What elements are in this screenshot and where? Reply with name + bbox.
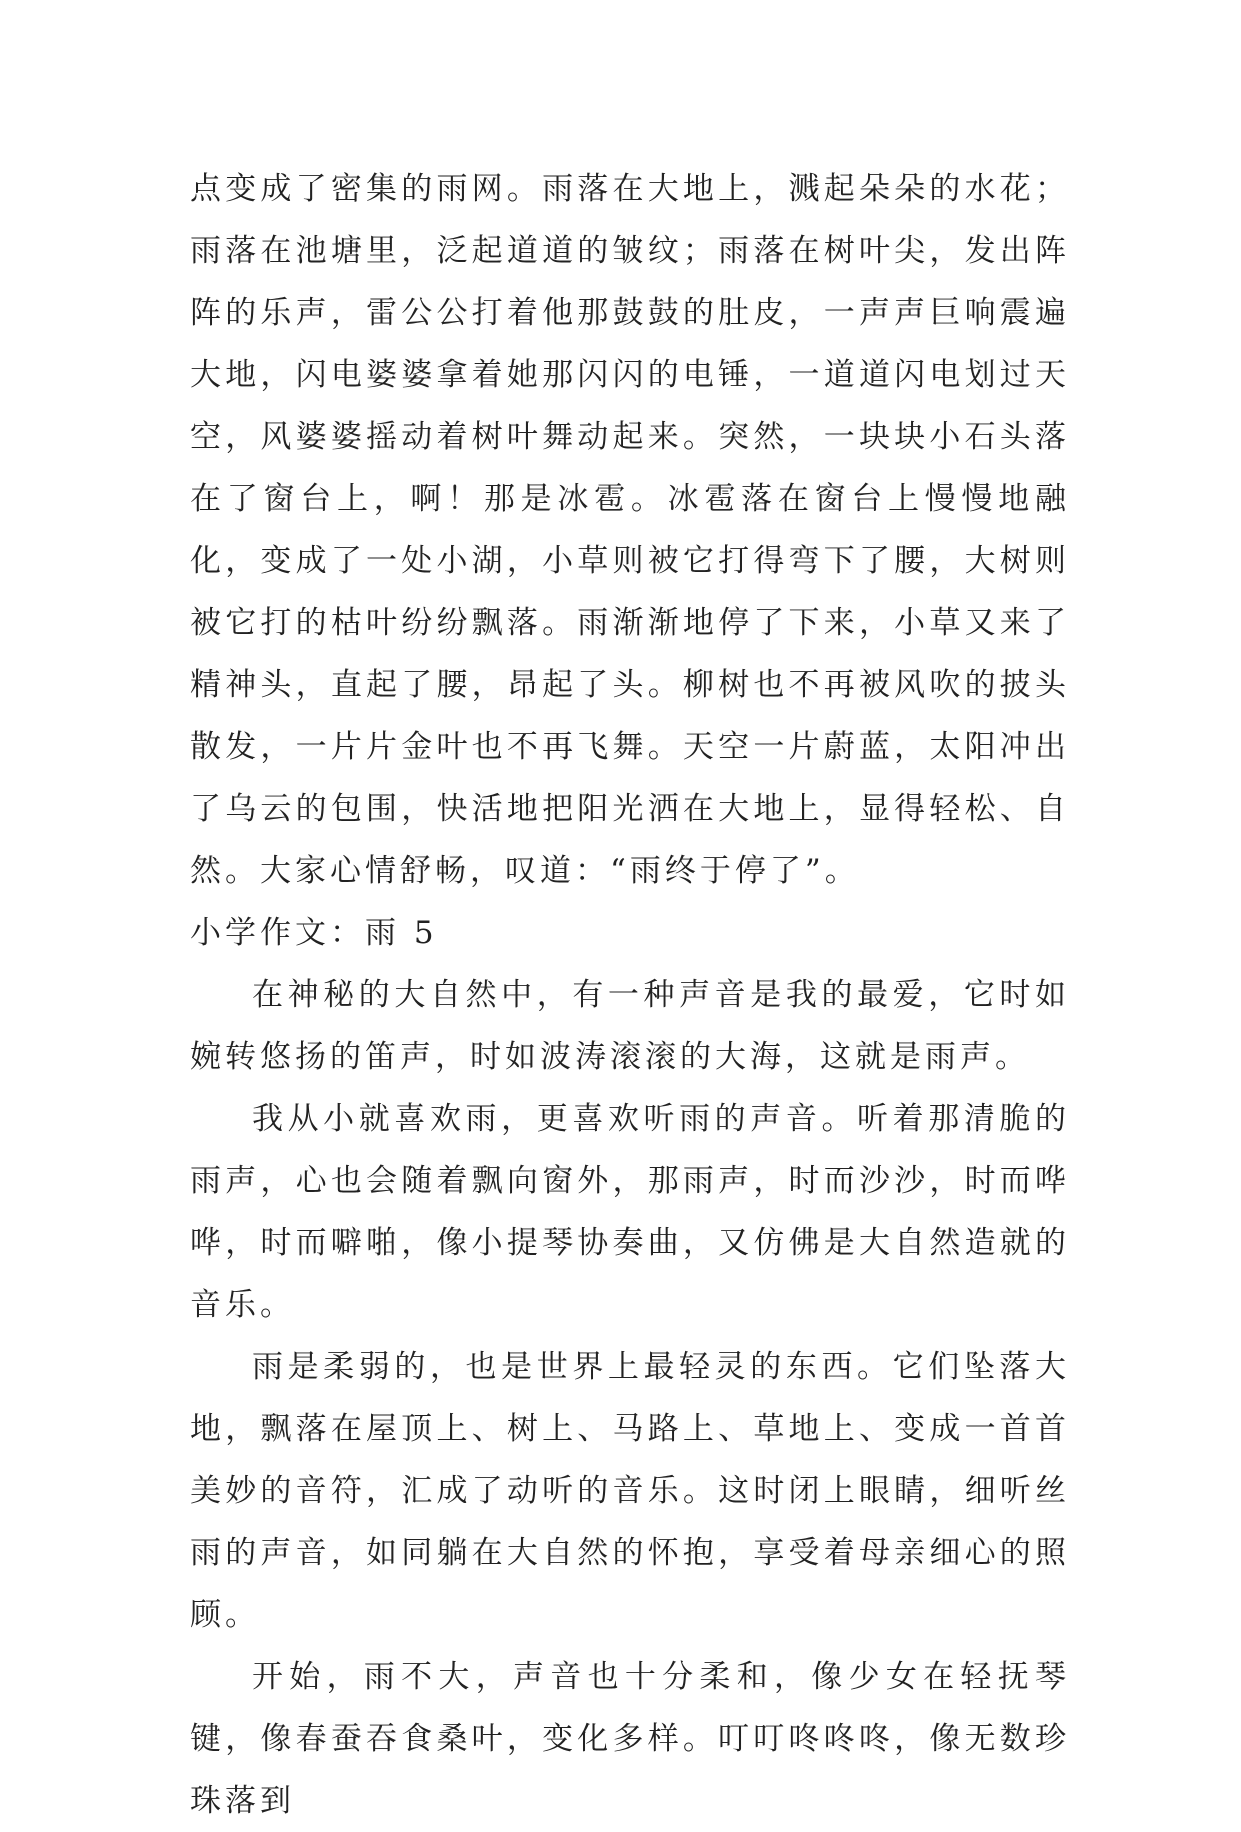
section-heading: 小学作文：雨 5 [190, 915, 438, 951]
body-paragraph-1: 在神秘的大自然中，有一种声音是我的最爱，它时如婉转悠扬的笛声，时如波涛滚滚的大海，这就是雨声。 [190, 977, 1070, 1075]
continuation-paragraph: 点变成了密集的雨网。雨落在大地上，溅起朵朵的水花；雨落在池塘里，泛起道道的皱纹；雨落在树叶尖，发出阵阵的乐声，雷公公打着他那鼓鼓的肚皮，一声声巨响震遍大地，闪电婆婆拿着她那闪闪的电锤，一道道闪电划过天空，风婆婆摇动着树叶舞动起来。突然，一块块小石头落在了窗台上，啊！那是冰雹。冰雹落在窗台上慢慢地融化，变成了一处小湖，小草则被它打得弯下了腰，大树则被它打的枯叶纷纷飘落。雨渐渐地停了下来，小草又来了精神头，直起了腰，昂起了头。柳树也不再被风吹的披头散发，一片片金叶也不再飞舞。天空一片蔚蓝，太阳冲出了乌云的包围，快活地把阳光洒在大地上，显得轻松、自然。大家心情舒畅，叹道：“雨终于停了”。 [190, 171, 1070, 889]
body-paragraph-3: 雨是柔弱的，也是世界上最轻灵的东西。它们坠落大地，飘落在屋顶上、树上、马路上、草地上、变成一首首美妙的音符，汇成了动听的音乐。这时闭上眼睛，细听丝雨的声音，如同躺在大自然的怀抱，享受着母亲细心的照顾。 [190, 1349, 1070, 1633]
document-body [190, 158, 1070, 1832]
body-paragraph-4: 开始，雨不大，声音也十分柔和，像少女在轻抚琴键，像春蚕吞食桑叶，变化多样。叮叮咚咚咚，像无数珍珠落到 [190, 1659, 1070, 1819]
body-paragraph-2: 我从小就喜欢雨，更喜欢听雨的声音。听着那清脆的雨声，心也会随着飘向窗外，那雨声，时而沙沙，时而哗哗，时而噼啪，像小提琴协奏曲，又仿佛是大自然造就的音乐。 [190, 1101, 1070, 1323]
